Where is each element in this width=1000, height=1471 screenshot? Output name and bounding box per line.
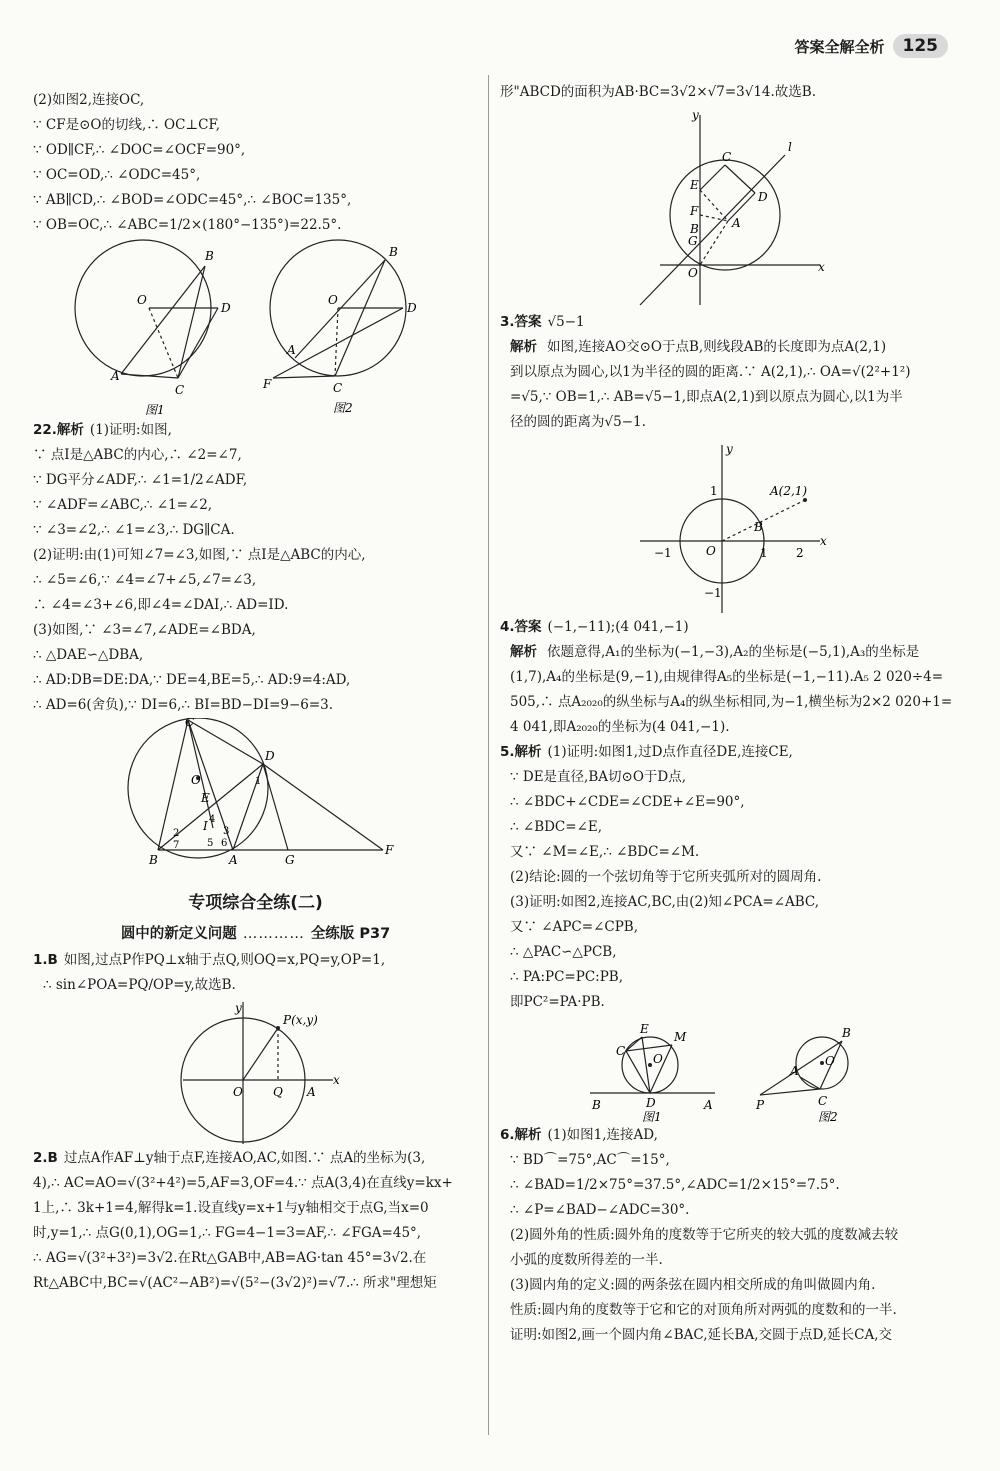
q5-text [500, 740, 952, 1015]
text-line: ∵ AB∥CD,∴ ∠BOD=∠ODC=45°,∴ ∠BOC=135°, [33, 192, 352, 208]
text-line: ∵ CF是⊙O的切线,∴ OC⊥CF, [33, 117, 221, 133]
svg-text:C: C [616, 1044, 626, 1058]
svg-text:B: B [389, 245, 398, 259]
text-line: ∴ PA:PC=PC:PB, [510, 969, 624, 985]
text-line: ∴ AD:DB=DE:DA,∵ DE=4,BE=5,∴ AD:9=4:AD, [33, 672, 351, 688]
svg-text:P: P [756, 1098, 765, 1112]
text-line: 1上,∴ 3k+1=4,解得k=1.设直线y=x+1与y轴相交于点G,当x=0 [33, 1200, 429, 1216]
q3-text [500, 310, 952, 435]
svg-text:F: F [385, 843, 394, 857]
q6-number: 6.解析 [500, 1127, 542, 1143]
svg-text:A: A [287, 343, 296, 357]
left-column [33, 88, 478, 1296]
column-divider [488, 75, 489, 1435]
svg-text:y: y [726, 442, 733, 456]
q22-text [33, 418, 478, 718]
text-line: ∴ △PAC∽△PCB, [510, 944, 617, 960]
svg-text:1: 1 [760, 546, 768, 560]
text-line: ∵ DG平分∠ADF,∴ ∠1=1/2∠ADF, [33, 472, 248, 488]
svg-text:O: O [653, 1052, 663, 1066]
svg-text:M: M [674, 1030, 687, 1044]
svg-text:B: B [205, 249, 214, 263]
text-line: 过点A作AF⊥y轴于点F,连接AO,AC,如图.∵ 点A的坐标为(3, [63, 1150, 426, 1166]
section-subtitle [33, 920, 478, 948]
text-line: (1)如图1,连接AD, [547, 1127, 658, 1143]
text-line: ∴ ∠BAD=1/2×75°=37.5°,∠ADC=1/2×15°=7.5°. [510, 1177, 840, 1193]
svg-text:A: A [229, 853, 238, 867]
svg-text:B: B [754, 520, 763, 534]
text-line: (3)证明:如图2,连接AC,BC,由(2)知∠PCA=∠ABC, [510, 894, 820, 910]
svg-text:y: y [235, 1001, 242, 1015]
point-a-label: A(2,1) [770, 484, 808, 498]
text-line: =√5,∵ OB=1,∴ AB=√5−1,即点A(2,1)到以原点为圆心,以1为半 [510, 389, 903, 405]
text-line: ∵ BD⌒=75°,AC⌒=15°, [510, 1152, 670, 1168]
text-line: 时,y=1,∴ 点G(0,1),OG=1,∴ FG=4−1=3=AF,∴ ∠FGA=45°, [33, 1225, 422, 1241]
text-line: Rt△ABC中,BC=√(AC²−AB²)=√(5²−(3√2)²)=√7.∴ 所求"理想矩 [33, 1275, 437, 1291]
text-line: 又∵ ∠APC=∠CPB, [510, 919, 639, 935]
text-line: ∴ ∠P=∠BAD−∠ADC=30°. [510, 1202, 690, 1218]
text-line: ∵ OB=OC,∴ ∠ABC=1/2×(180°−135°)=22.5°. [33, 217, 342, 233]
svg-text:Q: Q [273, 1085, 283, 1099]
q6-text [500, 1123, 952, 1348]
text-line: 如图,过点P作PQ⊥x轴于点Q,则OQ=x,PQ=y,OP=1, [63, 952, 386, 968]
text-line: 证明:如图2,画一个圆内角∠BAC,延长BA,交圆于点D,延长CA,交 [510, 1327, 893, 1343]
text-line: (3)如图,∵ ∠3=∠7,∠ADE=∠BDA, [33, 622, 256, 638]
svg-text:D: D [407, 301, 417, 315]
svg-text:O: O [706, 544, 716, 558]
text-line: (3)圆内角的定义:圆的两条弦在圆内相交所成的角叫做圆内角. [510, 1277, 876, 1293]
q21-text [33, 88, 478, 238]
text-line: 到以原点为圆心,以1为半径的圆的距离.∵ A(2,1),∴ OA=√(2²+1²) [510, 364, 911, 380]
unit-circle-figure [33, 998, 473, 1146]
svg-text:x: x [820, 534, 827, 548]
page-number: 125 [893, 34, 949, 58]
svg-text:C: C [818, 1094, 828, 1108]
q1-number: 1.B [33, 952, 58, 968]
text-line: 依题意得,A₁的坐标为(−1,−3),A₂的坐标是(−5,1),A₃的坐标是 [547, 644, 920, 660]
svg-text:D: D [221, 301, 231, 315]
svg-text:2: 2 [173, 828, 180, 839]
svg-text:G: G [688, 234, 698, 248]
text-line: 性质:圆内角的度数等于它和它的对顶角所对两弧的度数和的一半. [510, 1302, 897, 1318]
tangent-chord-figures [500, 1015, 950, 1123]
section-title: 专项综合全练(二) [188, 893, 323, 913]
svg-text:A: A [732, 216, 741, 230]
q2-number: 2.B [33, 1150, 58, 1166]
text-line: (2)如图2,连接OC, [33, 92, 145, 108]
q5-figures [500, 1015, 952, 1123]
svg-text:D: D [646, 1096, 656, 1110]
svg-text:E: E [640, 1022, 649, 1036]
svg-text:6: 6 [221, 838, 228, 849]
q3-figure [500, 435, 952, 615]
svg-text:B: B [592, 1098, 601, 1112]
text-line: ∴ ∠4=∠3+∠6,即∠4=∠DAI,∴ AD=ID. [33, 597, 289, 613]
svg-text:E: E [201, 791, 210, 805]
text-line: ∵ ∠3=∠2,∴ ∠1=∠3,∴ DG∥CA. [33, 522, 235, 538]
text-line: 505,∴ 点A₂₀₂₀的纵坐标与A₄的纵坐标相同,为−1,横坐标为2×2 020+1= [510, 694, 952, 710]
svg-text:x: x [818, 260, 825, 274]
incircle-figure [33, 718, 473, 868]
svg-text:y: y [692, 108, 699, 122]
q4-number: 4.答案 [500, 619, 542, 635]
svg-text:5: 5 [207, 838, 214, 849]
svg-text:A: A [790, 1064, 799, 1078]
text-line: ∴ sin∠POA=PQ/OP=y,故选B. [43, 977, 236, 993]
text-line: (1,7),A₄的坐标是(9,−1),由规律得A₅的坐标是(−1,−11).A₅ 2 020÷4= [510, 669, 944, 685]
q1-figure [33, 998, 478, 1146]
circle-figures-1-2 [33, 238, 473, 418]
text-line: ∵ DE是直径,BA切⊙O于D点, [510, 769, 687, 785]
svg-text:l: l [788, 140, 792, 154]
svg-text:F: F [690, 204, 699, 218]
svg-text:2: 2 [796, 546, 804, 560]
text-line: ∴ ∠5=∠6,∵ ∠4=∠7+∠5,∠7=∠3, [33, 572, 257, 588]
svg-text:1: 1 [255, 776, 262, 787]
svg-text:C: C [175, 383, 185, 397]
text-line: 如图,连接AO交⊙O于点B,则线段AB的长度即为点A(2,1) [547, 339, 887, 355]
text-line: ∵ OC=OD,∴ ∠ODC=45°, [33, 167, 201, 183]
text-line: 小弧的度数所得差的一半. [510, 1252, 663, 1268]
svg-text:O: O [137, 293, 147, 307]
svg-text:D: D [265, 749, 275, 763]
text-line: (2)结论:圆的一个弦切角等于它所夹弧所对的圆周角. [510, 869, 822, 885]
text-line: 4 041,即A₂₀₂₀的坐标为(4 041,−1). [510, 719, 730, 735]
q4-analysis-label: 解析 [510, 644, 537, 660]
svg-text:A: A [111, 369, 120, 383]
section-dots: ………… [242, 926, 305, 942]
svg-text:A: A [704, 1098, 713, 1112]
q2-text [33, 1146, 478, 1296]
svg-text:P(x,y): P(x,y) [283, 1013, 318, 1027]
q3-number: 3.答案 [500, 314, 542, 330]
svg-text:F: F [263, 377, 272, 391]
svg-text:−1: −1 [704, 586, 722, 600]
text-line: 即PC²=PA·PB. [510, 994, 605, 1010]
svg-text:D: D [758, 190, 768, 204]
q5-fig2-caption: 图2 [818, 1110, 838, 1123]
q21-figures [33, 238, 478, 418]
q4-text [500, 615, 952, 740]
text-line: 又∵ ∠M=∠E,∴ ∠BDC=∠M. [510, 844, 700, 860]
svg-text:x: x [333, 1073, 340, 1087]
svg-text:−1: −1 [654, 546, 672, 560]
svg-text:C: C [722, 150, 732, 164]
text-line: 4),∴ AC=AO=√(3²+4²)=5,AF=3,OF=4.∵ 点A(3,4)在直线y=kx+ [33, 1175, 453, 1191]
svg-text:7: 7 [173, 840, 180, 851]
svg-text:C: C [185, 718, 195, 729]
svg-text:4: 4 [209, 814, 216, 825]
text-line: ∴ ∠BDC+∠CDE=∠CDE+∠E=90°, [510, 794, 745, 810]
text-line: ∵ OD∥CF,∴ ∠DOC=∠OCF=90°, [33, 142, 246, 158]
section-ref: 全练版 P37 [310, 926, 391, 942]
text-line: ∴ AG=√(3²+3²)=3√2.在Rt△GAB中,AB=AG·tan 45°=3√2.在 [33, 1250, 427, 1266]
q3-analysis-label: 解析 [510, 339, 537, 355]
text-line: (2)证明:由(1)可知∠7=∠3,如图,∵ 点I是△ABC的内心, [33, 547, 366, 563]
svg-text:1: 1 [710, 484, 718, 498]
right-column [500, 80, 952, 1348]
text-line: (1)证明:如图, [89, 422, 172, 438]
q22-figure [33, 718, 478, 868]
rectangle-line-figure [500, 105, 950, 310]
q5-number: 5.解析 [500, 744, 542, 760]
svg-text:O: O [328, 293, 338, 307]
page-header [794, 34, 948, 58]
q3-answer: √5−1 [547, 314, 585, 330]
q2-figure [500, 105, 952, 310]
svg-text:I: I [203, 819, 208, 833]
fig2-caption: 图2 [333, 401, 353, 415]
q22-number: 22.解析 [33, 422, 84, 438]
svg-text:B: B [149, 853, 158, 867]
text-line: ∴ AD=6(舍负),∵ DI=6,∴ BI=BD−DI=9−6=3. [33, 697, 334, 713]
q4-answer: (−1,−11);(4 041,−1) [547, 619, 689, 635]
svg-text:B: B [690, 222, 699, 236]
section-sub-label: 圆中的新定义问题 [120, 926, 237, 942]
text-line: (1)证明:如图1,过D点作直径DE,连接CE, [547, 744, 793, 760]
point-circle-figure [500, 435, 950, 615]
text-line: 径的圆的距离为√5−1. [510, 414, 646, 430]
svg-text:O: O [688, 266, 698, 280]
text-line: ∵ ∠ADF=∠ABC,∴ ∠1=∠2, [33, 497, 213, 513]
svg-text:G: G [285, 853, 295, 867]
fig1-caption: 图1 [145, 403, 165, 417]
svg-text:A: A [307, 1085, 316, 1099]
q5-fig1-caption: 图1 [642, 1110, 662, 1123]
svg-text:B: B [842, 1026, 851, 1040]
svg-text:O: O [191, 773, 201, 787]
q1-text [33, 948, 478, 998]
text-line: ∵ 点I是△ABC的内心,∴ ∠2=∠7, [33, 447, 242, 463]
svg-text:O: O [825, 1054, 835, 1068]
svg-text:E: E [690, 178, 699, 192]
text-line: (2)圆外角的性质:圆外角的度数等于它所夹的较大弧的度数减去较 [510, 1227, 899, 1243]
text-line: ∴ ∠BDC=∠E, [510, 819, 603, 835]
svg-text:3: 3 [223, 826, 230, 837]
svg-text:O: O [233, 1085, 243, 1099]
text-line: ∴ △DAE∽△DBA, [33, 647, 144, 663]
text-line: 形"ABCD的面积为AB·BC=3√2×√7=3√14.故选B. [500, 84, 817, 100]
svg-text:C: C [333, 381, 343, 395]
header-title: 答案全解全析 [794, 37, 885, 56]
